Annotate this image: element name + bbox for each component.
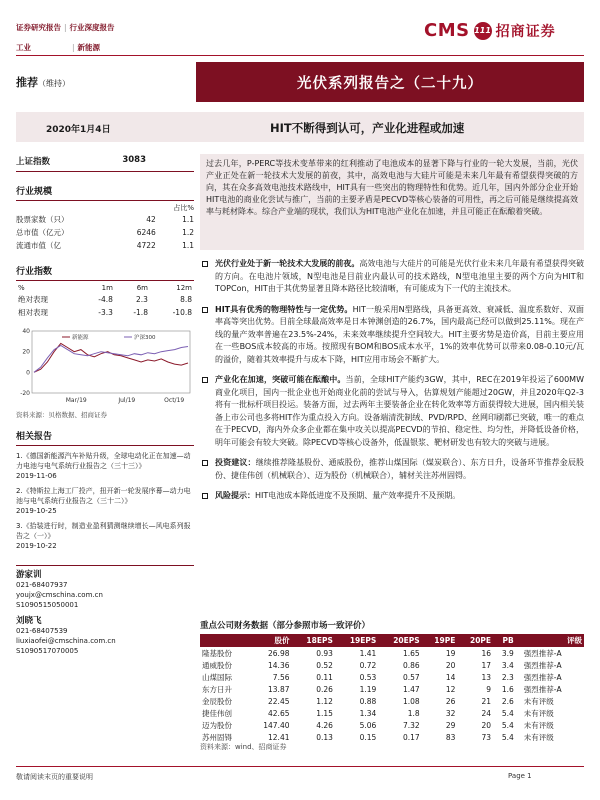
index-performance-chart	[16, 323, 194, 405]
analyst-cert: S1090515050001	[16, 601, 79, 609]
bullet-square-icon	[202, 261, 208, 267]
bullet-square-icon	[202, 493, 208, 499]
bullet-item: 风险提示：HIT电池成本降低进度不及预期、量产效率提升不及预期。	[200, 490, 584, 503]
report-type-line	[16, 22, 115, 33]
divider: |	[64, 23, 67, 32]
table-row: 流通市值（亿 4722 1.1	[16, 241, 194, 250]
table-row: 捷佳伟创 42.65 1.15 1.34 1.8 32 24 5.4 未有评级	[202, 708, 554, 718]
related-report[interactable]: 1.《德国新能源汽车补贴升级，全球电动化正在加速—动力电池与电气系统行业报告之（三十三）》 2019-11-06	[16, 452, 191, 480]
table-source: 资料来源：wind、招商证券	[200, 743, 287, 751]
footer-disclaimer: 敬请阅读末页的重要说明	[16, 773, 93, 781]
legend-label: 沪深300	[134, 335, 156, 341]
table-row: 迈为股份 147.40 4.26 5.06 7.32 29 20 5.4 未有评级	[202, 720, 554, 730]
perf-title: 行业指数	[16, 264, 194, 281]
bullet-square-icon	[202, 377, 208, 383]
bullet-square-icon	[202, 307, 208, 313]
perf-table	[16, 283, 194, 319]
rating-label: 推荐	[16, 76, 38, 89]
logo-seal-icon: 111	[474, 22, 492, 40]
logo-text: CMS	[424, 20, 470, 41]
table-row: 金辰股份 22.45 1.12 0.88 1.08 26 21 2.6 未有评级	[202, 696, 554, 706]
y-tick-label: -20	[20, 390, 30, 397]
logo-cn: 招商证券	[495, 23, 556, 40]
industry-line	[16, 42, 100, 53]
rating	[16, 74, 70, 90]
analyst-block	[16, 565, 194, 656]
x-tick-label: Oct/19	[164, 397, 185, 404]
table-row: 股票家数（只） 42 1.1	[16, 215, 194, 224]
page-number: Page 1	[508, 772, 532, 780]
table-row: 绝对表现 -4.8 2.3 8.8	[18, 295, 192, 304]
bullet-item: 投资建议：继续推荐隆基股份、通威股份，推荐山煤国际（煤炭联合）、东方日升，设备环节推荐金辰股份、捷佳伟创（机械联合）、迈为股份（机械联合），辅材关注苏州固锝。	[200, 457, 584, 482]
bullet-square-icon	[202, 460, 208, 466]
bullet-item: 光伏行业处于新一轮技术大发展的前夜。高效电池与大硅片的可能是光伏行业未来几年最有希望获得突破的方向。在电池片领域，N型电池是目前业内最认可的技术路线，N型电池里主要的两个方向为HIT和TOPCon，HIT由于其优势显著且降本路径比较清晰，有可能成为下一代的主流技术。	[200, 258, 584, 296]
divider: |	[72, 43, 75, 52]
table-row: 相对表现 -3.3 -1.8 -10.8	[18, 308, 192, 317]
analyst-phone: 021-68407937	[16, 581, 68, 589]
sector: 新能源	[77, 43, 101, 52]
rating-note: （维持）	[38, 79, 70, 88]
industry: 工业	[16, 43, 31, 52]
company-logo	[424, 20, 556, 41]
table-row: 山煤国际 7.56 0.11 0.53 0.57 14 13 2.3 强烈推荐-A	[202, 672, 562, 682]
table-row: 东方日升 13.87 0.26 1.19 1.47 12 9 1.6 强烈推荐-A	[202, 684, 562, 694]
index-label: 上证指数	[16, 157, 51, 167]
analyst-1	[16, 570, 194, 610]
series-line	[34, 346, 188, 373]
x-tick-label: Mar/19	[65, 397, 87, 404]
chart-source: 资料来源：贝格数据、招商证券	[16, 411, 107, 419]
y-tick-label: 0	[26, 369, 30, 377]
analyst-email[interactable]: liuxiaofei@cmschina.com.cn	[16, 637, 116, 645]
scale-title: 行业规模	[16, 184, 194, 201]
summary-box: 过去几年，P-PERC等技术变革带来的红利推动了电池成本的显著下降与行业的一轮大发展，当前，光伏产业正处在新一轮技术大发展的前夜，其中，高效电池与大硅片可能是未来几年最有希望获得突破的方向，其在众多高效电池技术路线中，HIT具有一些突出的物理特性和优势。近几年，国内外部分企业开始HIT电池的商业化尝试与推广，当前的主要矛盾是PECVD等核心装备的可用性，再之后可能是继续提高效率与耗材降本。综合产业端的现状，我们认为HIT电池产业化在加速，并且可能正在酝酿着突破。	[200, 154, 584, 250]
footer-rule	[16, 766, 584, 767]
table-row: 总市值（亿元） 6246 1.2	[16, 228, 194, 237]
financial-table	[200, 634, 584, 743]
chart-frame	[32, 331, 190, 393]
analyst-name: 刘晓飞	[16, 616, 42, 626]
x-tick-label: Jul/19	[118, 397, 136, 404]
bullet-item: 产业化在加速，突破可能在酝酿中。当前，全球HIT产能约3GW，其中，REC在2019年投运了600MW商业化项目，国内一批企业也开始商业化前的尝试与导入，估算规划产能超过20GW，并且2020年Q2-3将有一批标杆项目投运。装备方面，过去两年主要装备企业在转化效率等方面获得较大进展，国内相关装备上市公司也多将HIT作为重点投入方向。设备端清洗制绒、PVD/RPD、丝网印刷都已突破，唯一的难点在于PECVD，海内外众多企业都在集中攻关以提高PECVD的节拍、稳定性、均匀性，并降低设备价格，明年可能会有较大突破。除PECVD等核心设备外，低温银浆、靶材研发也有较大的突破与进展。	[200, 374, 584, 449]
bullet-item: HIT具有优秀的物理特性与一定优势。HIT一般采用N型路线，具备更高效、衰减低、温度系数好、双面率高等突出优势。目前全球最高效率是日本钟渊创造的26.7%，国内最高已经可以做到25.11%。现在产线的量产效率普遍在23.5%-24%，未来效率继续提升空间较大。HIT主要劣势是造价高，目前主要应用在一些BOS成本较高的市场。按照现有BOM和BOS成本水平，1%的效率优势可以带来0.08-0.10元/瓦的溢价，随着其效率提升与成本下降，HIT应用市场会不断扩大。	[200, 304, 584, 367]
index-row	[16, 155, 194, 172]
related-report[interactable]: 3.《拾装进行时，制造业盈利猜测继续增长—风电系列报告之（一）》 2019-10-22	[16, 522, 191, 550]
related-report[interactable]: 2.《特斯拉上海工厂投产，扭开新一轮发展序幕—动力电池与电气系统行业报告之（三十二）》 2019-10-25	[16, 487, 191, 515]
key-points	[200, 258, 584, 511]
financial-table-title: 重点公司财务数据（部分参照市场一致评价）	[200, 621, 371, 631]
report-category: 行业深度报告	[69, 23, 115, 32]
table-header-row: 股价 18EPS 19EPS 20EPS 19PE 20PE PB 评级	[200, 634, 584, 647]
analyst-email[interactable]: youjx@cmschina.com.cn	[16, 591, 103, 599]
scale-table	[16, 203, 194, 252]
table-row: 隆基股份 26.98 0.93 1.41 1.65 19 16 3.9 强烈推荐-A	[202, 648, 562, 658]
report-date: 2020年1月4日	[46, 125, 111, 135]
analyst-phone: 021-68407539	[16, 627, 68, 635]
scale-header-row	[16, 203, 194, 213]
scale-pct-header: 占比%	[173, 204, 194, 212]
index-value: 3083	[122, 155, 146, 165]
report-title: 光伏系列报告之（二十九）	[196, 62, 584, 102]
y-tick-label: 20	[22, 348, 30, 356]
analyst-cert: S1090517070005	[16, 647, 79, 655]
report-type: 证券研究报告	[16, 23, 61, 32]
analyst-2	[16, 616, 194, 656]
analyst-name: 游家训	[16, 570, 42, 580]
legend-label: 新能源	[72, 335, 89, 341]
header-rule	[16, 55, 584, 56]
table-row: 通威股份 14.36 0.52 0.72 0.86 20 17 3.4 强烈推荐-A	[202, 660, 562, 670]
perf-header-row: % 1m 6m 12m	[18, 284, 192, 292]
table-row: 苏州固锝 12.41 0.13 0.15 0.17 83 73 5.4 未有评级	[202, 732, 554, 742]
y-tick-label: 40	[22, 328, 30, 335]
report-subtitle: HIT不断得到认可，产业化进程或加速	[270, 121, 465, 135]
related-title: 相关报告	[16, 429, 194, 446]
sidebar	[16, 155, 194, 662]
